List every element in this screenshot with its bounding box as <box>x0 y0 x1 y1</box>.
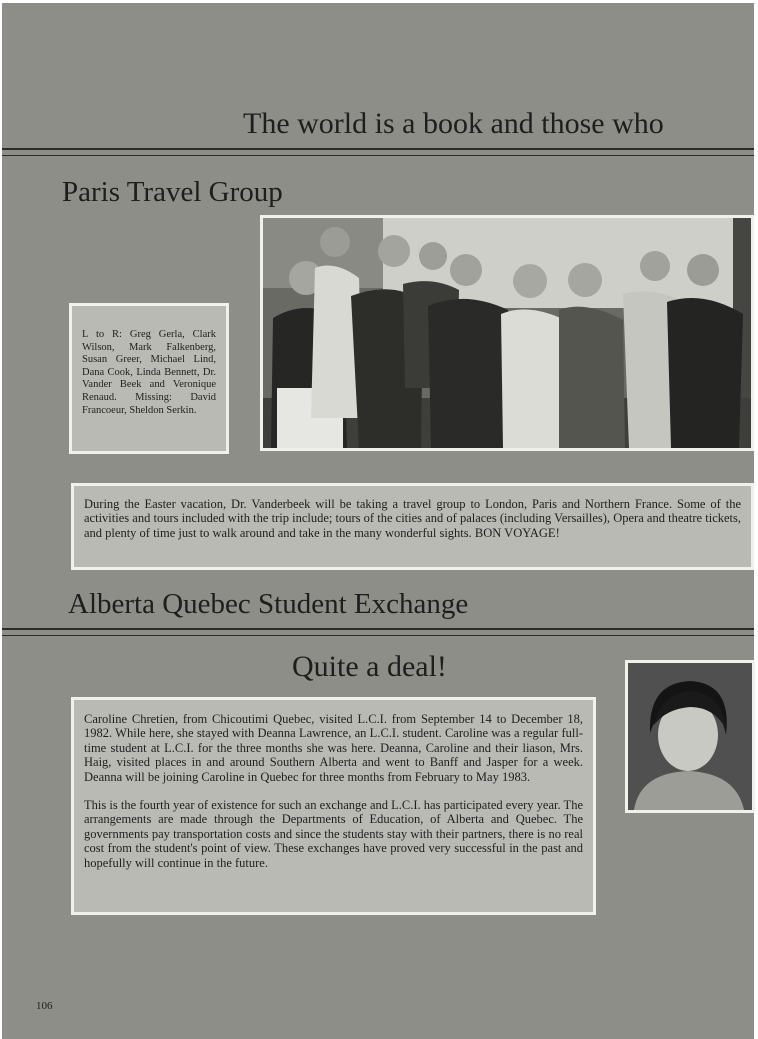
page-number: 106 <box>36 1000 53 1012</box>
exchange-article <box>71 697 596 915</box>
headline-rule-top <box>2 148 754 150</box>
photo-caption <box>69 303 229 454</box>
exchange-rule-top <box>2 628 754 630</box>
exchange-rule-bottom <box>2 635 754 636</box>
exchange-heading: Alberta Quebec Student Exchange <box>68 588 469 620</box>
portrait-image <box>628 663 752 810</box>
group-photo <box>260 215 754 451</box>
exchange-paragraph-2: This is the fourth year of existence for such an exchange and L.C.I. has participated every year. The arrangements are made through the Departments of Education, of Alberta and Quebec. The governments pay transportation costs and since the students stay with their partners, there is no real cost from the student's point of view. These exchanges have proved very successful in the past and hopefully will continue in the future. <box>84 798 583 870</box>
yearbook-page <box>2 3 754 1039</box>
paris-description-text: During the Easter vacation, Dr. Vanderbeek will be taking a travel group to London, Paris and Northern France. Some of the activities and tours included with the trip include; tours of the cities and of palaces (including Versailles), Opera and theatre tickets, and plenty of time just to walk around and take in the many wonderful sights. BON VOYAGE! <box>84 497 741 540</box>
page-headline: The world is a book and those who <box>243 107 664 140</box>
headline-rule-bottom <box>2 155 754 156</box>
portrait-photo <box>625 660 755 813</box>
group-photo-image <box>263 218 751 448</box>
paris-heading: Paris Travel Group <box>62 176 283 208</box>
exchange-subheading: Quite a deal! <box>292 650 447 683</box>
exchange-paragraph-1: Caroline Chretien, from Chicoutimi Quebec, visited L.C.I. from September 14 to December 18, 1982. While here, she stayed with Deanna Lawrence, an L.C.I. student. Caroline was a regular full-time student at L.C.I. for the three months she was here. Deanna, Caroline and their liason, Mrs. Haig, visited places in and around Southern Alberta and went to Banff and Jasper for a week. Deanna will be joining Caroline in Quebec for three months from February to May 1983. <box>84 712 583 784</box>
photo-caption-text: L to R: Greg Gerla, Clark Wilson, Mark Falkenberg, Susan Greer, Michael Lind, Dana Cook, Linda Bennett, Dr. Vander Beek and Veronique Renaud. Missing: David Francoeur, Sheldon Serkin. <box>82 329 216 416</box>
paris-description <box>71 483 754 570</box>
